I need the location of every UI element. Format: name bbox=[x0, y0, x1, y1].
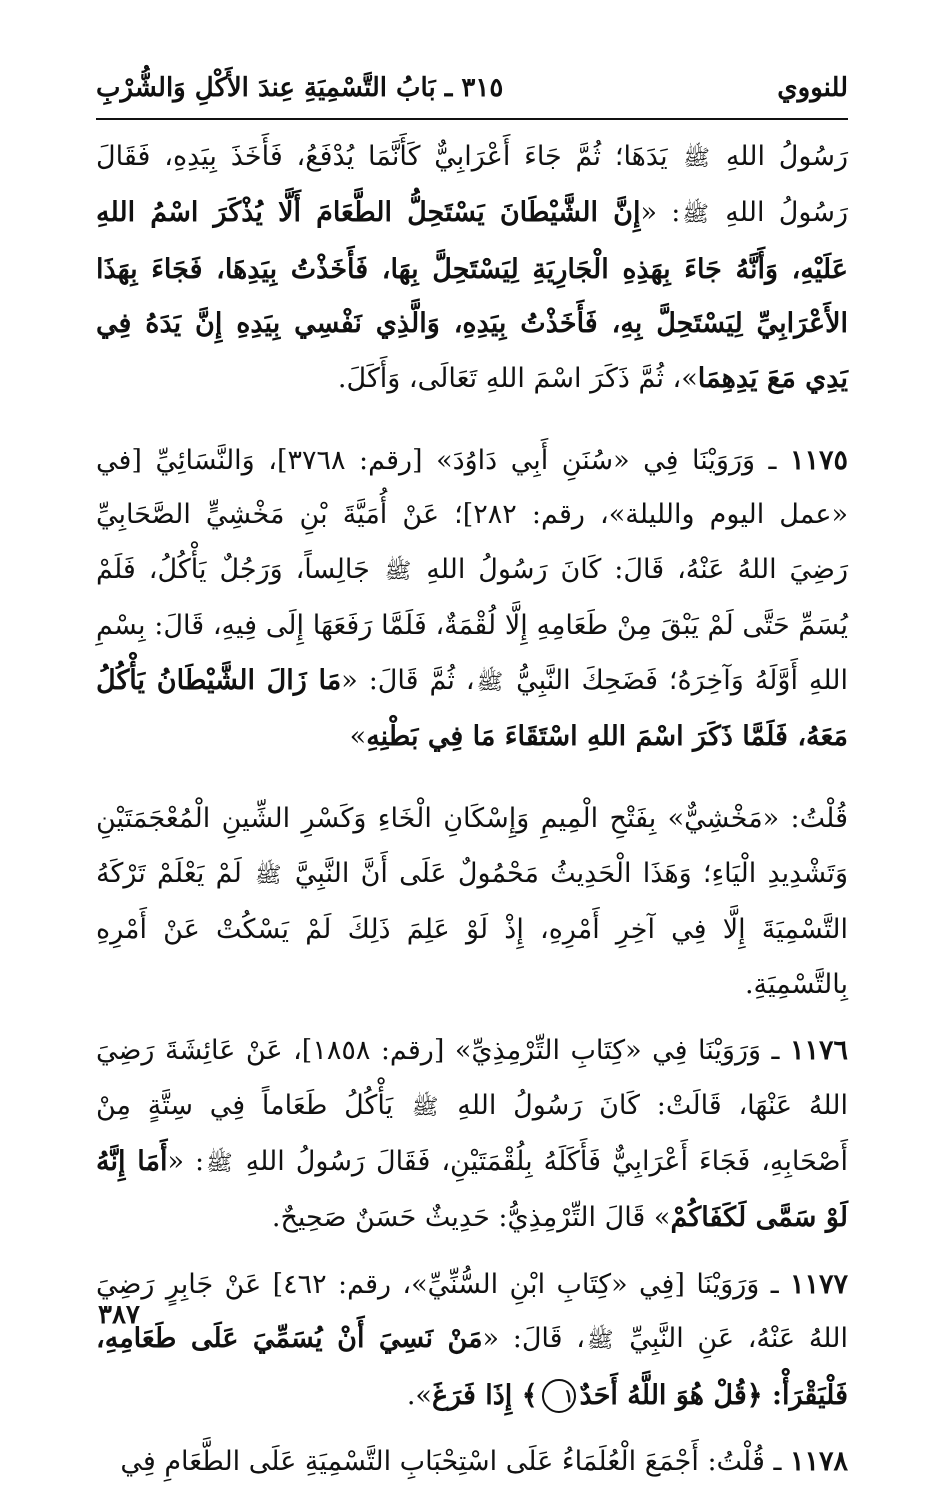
salawat-glyph: ﷺ bbox=[476, 669, 504, 695]
text-run: يَدَهَا؛ ثُمَّ جَاءَ أَعْرَابِيٌّ كَأَنَّمَا يُدْفَعُ، فَأَخَذَ بِيَدِهِ، فَقَالَ رَسُولُ اللهِ bbox=[96, 141, 848, 229]
hadith-quote: ﴾ إِذَا فَرَغَ bbox=[431, 1379, 538, 1411]
text-run: جَالِساً، وَرَجُلٌ يَأْكُلُ، فَلَمْ يُسَمِّ حَتَّى لَمْ يَبْقَ مِنْ طَعَامِهِ إِلَّا لُقْمَةٌ، فَلَمَّا رَفَعَهَا إِلَى فِيهِ، قَالَ: بِسْمِ اللهِ أَوَّلَهُ وَآخِرَهُ؛ فَضَحِكَ النَّبِيُّ bbox=[96, 553, 849, 696]
salawat-glyph: ﷺ bbox=[411, 1094, 439, 1120]
salawat-glyph: ﷺ bbox=[586, 1328, 614, 1354]
text-run: قُلْتُ: «مَخْشِيٌّ» بِفَتْحِ الْمِيمِ وَإِسْكَانِ الْخَاءِ وَكَسْرِ الشِّينِ الْمُعْجَمَتَيْنِ وَتَشْدِيدِ الْيَاءِ؛ وَهَذَا الْحَدِيثُ مَحْمُولٌ عَلَى أَنَّ النَّبِيَّ bbox=[96, 803, 848, 889]
paragraph-hadith-1175 bbox=[96, 434, 848, 764]
text-run: »، ثُمَّ ذَكَرَ اسْمَ اللهِ تَعَالَى، وَأَكَلَ. bbox=[337, 362, 698, 394]
paragraph-hadith-continuation bbox=[96, 130, 848, 406]
quran-verse-number-icon: ١ bbox=[542, 1379, 576, 1413]
body-text bbox=[96, 130, 848, 1489]
paragraph-hadith-1177 bbox=[96, 1258, 848, 1423]
text-run: » قَالَ التِّرْمِذِيُّ: حَدِيثٌ حَسَنٌ صَحِيحٌ. bbox=[271, 1202, 671, 1234]
page-number: ٣٨٧ bbox=[98, 1300, 140, 1330]
text-run: ـ وَرَوَيْنَا [فِي «كِتَابِ ابْنِ السُّنِّيِّ»، رقم: ٤٦٢] عَنْ جَابِرٍ رَضِيَ اللهُ عَنْهُ، عَنِ النَّبِيِّ bbox=[96, 1268, 848, 1355]
text-run: ـ وَرَوَيْنَا فِي «كِتَابِ التِّرْمِذِيِّ» [رقم: ١٨٥٨]، عَنْ عَائِشَةَ رَضِيَ اللهُ عَنْهَا، قَالَتْ: كَانَ رَسُولُ اللهِ bbox=[96, 1035, 848, 1121]
text-run: ، قَالَ: « bbox=[482, 1323, 585, 1355]
header-divider bbox=[96, 118, 848, 120]
text-run: يَأْكُلُ طَعَاماً فِي سِتَّةٍ مِنْ أَصْحَابِهِ، فَجَاءَ أَعْرَابِيٌّ فَأَكَلَهُ بِلُقْمَتَيْنِ، فَقَالَ رَسُولُ اللهِ bbox=[96, 1089, 848, 1177]
hadith-number: ١١٧٥ bbox=[790, 445, 849, 477]
text-run: ، ثُمَّ قَالَ: « bbox=[341, 664, 475, 696]
salawat-glyph: ﷺ bbox=[683, 146, 710, 171]
text-run: ». bbox=[406, 1379, 432, 1411]
hadith-quote: إِنَّ الشَّيْطَانَ يَسْتَحِلُّ الطَّعَامَ أَلَّا يُذْكَرَ اسْمُ اللهِ عَلَيْهِ، وَأَنَّهُ جَاءَ بِهَذِهِ الْجَارِيَةِ لِيَسْتَحِلَّ بِهَا، فَأَخَذْتُ بِيَدِهَا، فَجَاءَ بِهَذَا الأَعْرَابِيِّ لِيَسْتَحِلَّ بِهِ، فَأَخَذْتُ بِيَدِهِ، وَالَّذِي نَفْسِي بِيَدِهِ إِنَّ يَدَهُ فِي يَدِي مَعَ يَدِهِمَا bbox=[96, 197, 848, 394]
hadith-number: ١١٧٧ bbox=[790, 1268, 849, 1300]
text-run: : « bbox=[167, 1145, 205, 1177]
paragraph-hadith-1178 bbox=[96, 1435, 848, 1489]
hadith-quote: مَا زَالَ الشَّيْطَانُ يَأْكُلُ مَعَهُ، فَلَمَّا ذَكَرَ اسْمَ اللهِ اسْتَقَاءَ مَا فِي بَطْنِهِ bbox=[96, 664, 848, 753]
salawat-glyph: ﷺ bbox=[255, 862, 282, 888]
text-run: رَسُولُ اللهِ bbox=[712, 141, 849, 172]
hadith-quote: أَمَا إِنَّهُ لَوْ سَمَّى لَكَفَاكُمْ bbox=[96, 1145, 848, 1234]
text-run: لَمْ يَعْلَمْ تَرْكَهُ التَّسْمِيَةَ إِلَّا فِي آخِرِ أَمْرِهِ، إِذْ لَوْ عَلِمَ ذَلِكَ لَمْ يَسْكُتْ عَنْ أَمْرِهِ بِالتَّسْمِيَةِ. bbox=[96, 857, 848, 1000]
text-run: » bbox=[349, 721, 367, 753]
text-run: ـ وَرَوَيْنَا فِي «سُنَنِ أَبِي دَاوُدَ» [رقم: ٣٧٦٨]، وَالنَّسَائِيِّ [في «عمل اليوم والليلة»، رقم: ٢٨٢]؛ عَنْ أُمَيَّةَ بْنِ مَخْشِيٍّ الصَّحَابِيِّ رَضِيَ اللهُ عَنْهُ، قَالَ: كَانَ رَسُولُ اللهِ bbox=[96, 445, 848, 585]
hadith-number: ١١٧٨ bbox=[789, 1445, 848, 1477]
running-header-chapter-title: ٣١٥ ـ بَابُ التَّسْمِيَةِ عِندَ الأَكْلِ وَالشُّرْبِ bbox=[96, 73, 504, 103]
salawat-glyph: ﷺ bbox=[682, 202, 709, 228]
hadith-number: ١١٧٦ bbox=[789, 1035, 848, 1067]
hadith-quote: مَنْ نَسِيَ أَنْ يُسَمِّيَ عَلَى طَعَامِهِ، فَلْيَقْرَأْ: ﴿قُلْ هُوَ اللَّهُ أَحَدٌ bbox=[96, 1323, 848, 1411]
paragraph-commentary bbox=[96, 792, 848, 1012]
salawat-glyph: ﷺ bbox=[384, 558, 412, 584]
salawat-glyph: ﷺ bbox=[206, 1150, 233, 1176]
running-header-book-title: للنووي bbox=[777, 73, 848, 103]
paragraph-hadith-1176 bbox=[96, 1024, 848, 1246]
text-run: : « bbox=[640, 197, 681, 229]
text-run: ـ قُلْتُ: أَجْمَعَ الْعُلَمَاءُ عَلَى اسْتِحْبَابِ التَّسْمِيَةِ عَلَى الطَّعَامِ فِي bbox=[120, 1445, 790, 1477]
running-header bbox=[96, 66, 848, 110]
